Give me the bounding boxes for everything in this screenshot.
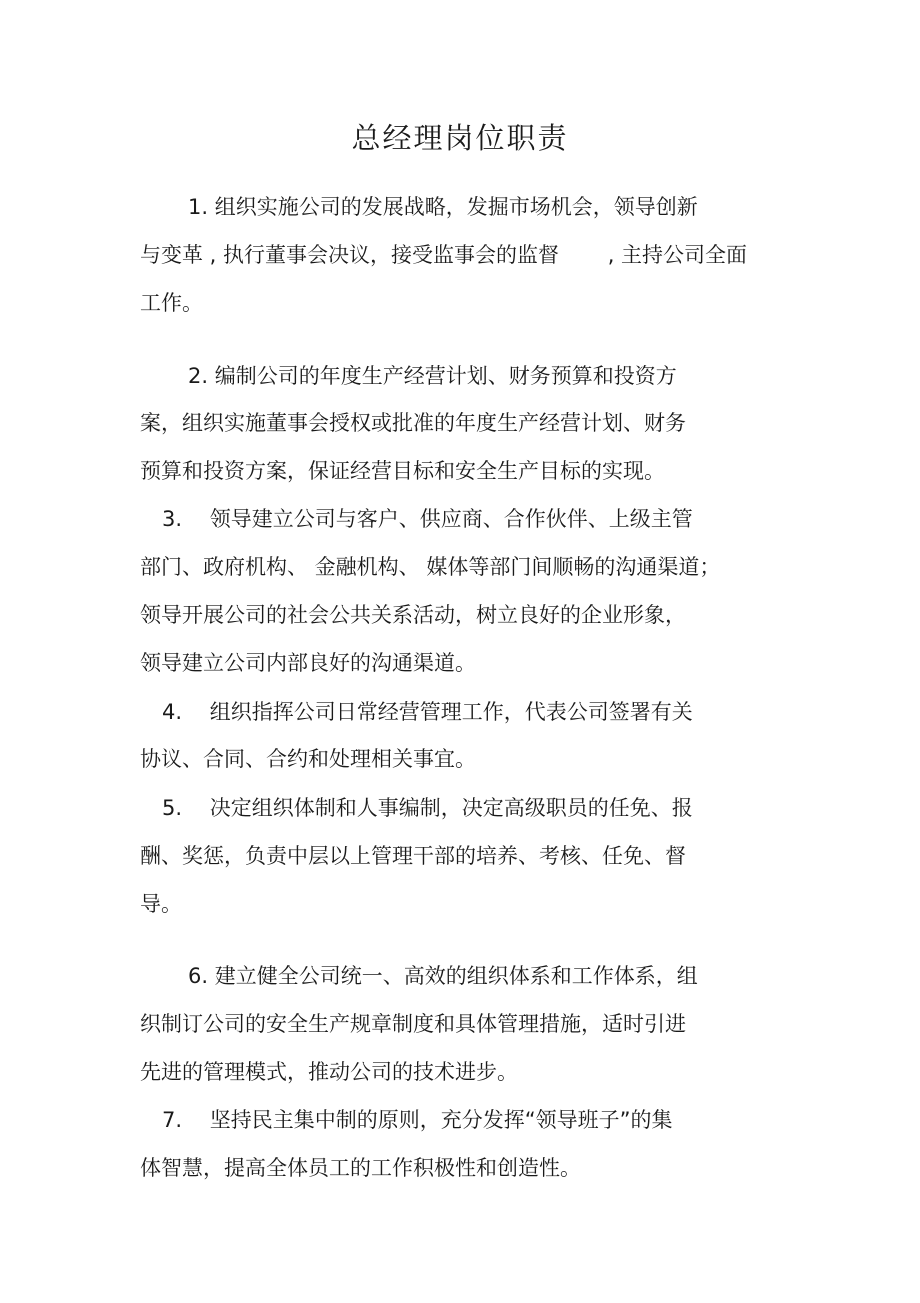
item-3-line-2: 部门、政府机构、 金融机构、 媒体等部门间顺畅的沟通渠道； bbox=[140, 555, 721, 579]
item-1-line-2: 与变革 , 执行董事会决议，接受监事会的监督 , 主持公司全面 bbox=[140, 243, 748, 267]
item-2-line-1: 2. 编制公司的年度生产经营计划、财务预算和投资方 bbox=[188, 364, 677, 388]
item-3-line-1: 3. 领导建立公司与客户、供应商、合作伙伴、上级主管 bbox=[162, 507, 693, 531]
item-1-line-3: 工作。 bbox=[140, 291, 203, 315]
item-7-line-2: 体智慧，提高全体员工的工作积极性和创造性。 bbox=[140, 1156, 581, 1180]
item-1-line-1: 1. 组织实施公司的发展战略，发掘市场机会，领导创新 bbox=[188, 195, 698, 219]
item-3-line-4: 领导建立公司内部良好的沟通渠道。 bbox=[140, 651, 476, 675]
item-7-line-1: 7. 坚持民主集中制的原则，充分发挥“领导班子”的集 bbox=[162, 1108, 673, 1132]
item-5-line-2: 酬、奖惩，负责中层以上管理干部的培养、考核、任免、督 bbox=[140, 844, 686, 868]
item-3-line-3: 领导开展公司的社会公共关系活动，树立良好的企业形象， bbox=[140, 603, 686, 627]
item-2-line-3: 预算和投资方案，保证经营目标和安全生产目标的实现。 bbox=[140, 459, 665, 483]
item-6-line-3: 先进的管理模式，推动公司的技术进步。 bbox=[140, 1060, 518, 1084]
item-6-line-1: 6. 建立健全公司统一、高效的组织体系和工作体系，组 bbox=[188, 964, 698, 988]
item-4-line-1: 4. 组织指挥公司日常经营管理工作，代表公司签署有关 bbox=[162, 700, 693, 724]
item-5-line-3: 导。 bbox=[140, 892, 182, 916]
item-4-line-2: 协议、合同、合约和处理相关事宜。 bbox=[140, 747, 476, 771]
document-title: 总经理岗位职责 bbox=[351, 121, 569, 155]
item-5-line-1: 5. 决定组织体制和人事编制，决定高级职员的任免、报 bbox=[162, 796, 693, 820]
item-6-line-2: 织制订公司的安全生产规章制度和具体管理措施，适时引进 bbox=[140, 1012, 686, 1036]
item-2-line-2: 案，组织实施董事会授权或批准的年度生产经营计划、财务 bbox=[140, 411, 686, 435]
